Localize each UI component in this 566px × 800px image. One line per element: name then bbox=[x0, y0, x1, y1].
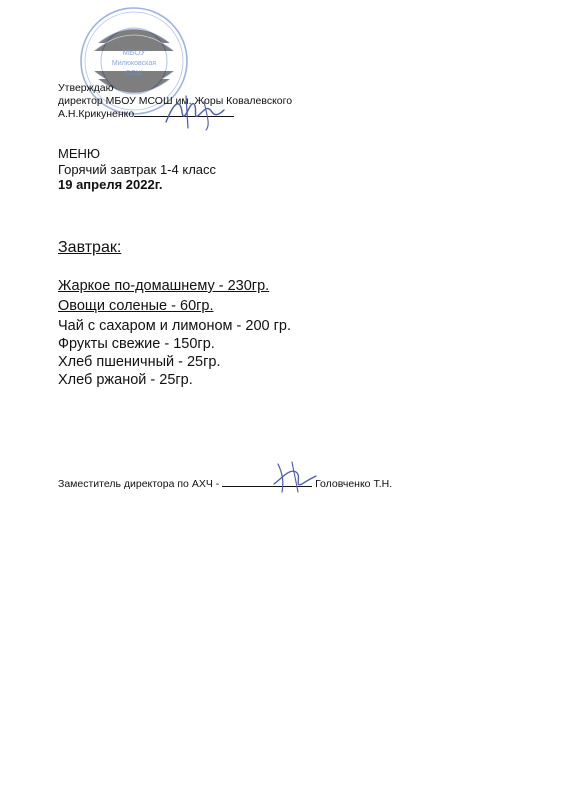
meal-item: Чай с сахаром и лимоном - 200 гр. bbox=[58, 318, 291, 334]
footer-signatory bbox=[58, 478, 392, 491]
meal-item: Фрукты свежие - 150гр. bbox=[58, 336, 215, 352]
menu-subtitle: Горячий завтрак 1-4 класс bbox=[58, 162, 217, 177]
deputy-signature bbox=[268, 458, 320, 498]
meal-item: Овощи соленые - 60гр. bbox=[58, 298, 214, 314]
approval-name: А.Н.Крикуненко bbox=[58, 108, 135, 120]
meal-item: Хлеб ржаной - 25гр. bbox=[58, 372, 193, 388]
menu-heading: МЕНЮ bbox=[58, 146, 101, 161]
svg-text:Милюковская: Милюковская bbox=[111, 60, 157, 67]
approval-title: Утверждаю bbox=[58, 82, 114, 94]
menu-date: 19 апреля 2022г. bbox=[58, 177, 163, 192]
svg-text:СОШ: СОШ bbox=[125, 70, 143, 77]
director-signature bbox=[160, 92, 230, 134]
meal-title: Завтрак: bbox=[58, 239, 122, 256]
approval-position: директор МБОУ МСОШ им. Жоры Ковалевского bbox=[58, 95, 293, 107]
footer-name: Головченко Т.Н. bbox=[315, 478, 393, 490]
meal-item: Жаркое по-домашнему - 230гр. bbox=[58, 278, 270, 294]
meal-item: Хлеб пшеничный - 25гр. bbox=[58, 354, 221, 370]
footer-role: Заместитель директора по АХЧ - bbox=[58, 478, 220, 490]
svg-text:МБОУ: МБОУ bbox=[122, 48, 146, 57]
